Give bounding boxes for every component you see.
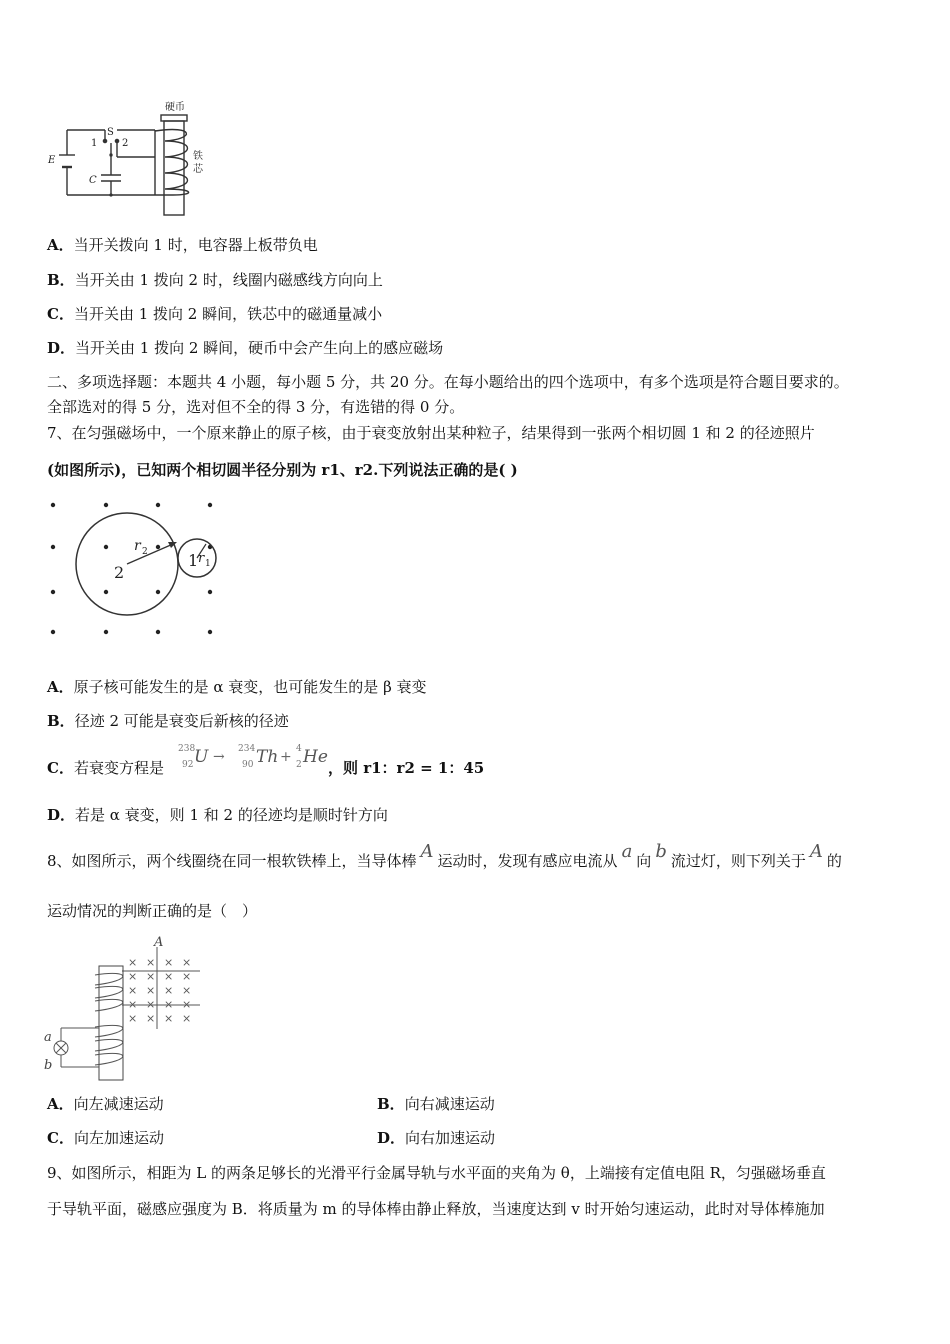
magnetic-field-crosses	[128, 956, 191, 1025]
q7-option-b: B．径迹 2 可能是衰变后新核的径迹	[47, 712, 289, 730]
circle-1-label: 1	[188, 551, 199, 570]
q7-stem-line2: (如图所示)，已知两个相切圆半径分别为 r1、r2.下列说法正确的是( )	[47, 461, 518, 479]
r2-subscript: 2	[142, 547, 148, 557]
svg-text:×: ×	[164, 956, 174, 969]
svg-text:×: ×	[128, 956, 138, 969]
q8-option-d: D．向右加速运动	[377, 1129, 496, 1147]
q8-option-b: B．向右减速运动	[377, 1095, 495, 1113]
section2-line1: 二、多项选择题：本题共 4 小题，每小题 5 分，共 20 分。在每小题给出的四个选项中，有多个选项是符合题目要求的。	[47, 373, 849, 391]
svg-text:×: ×	[182, 956, 192, 969]
svg-text:×: ×	[128, 998, 138, 1011]
svg-text:×: ×	[164, 998, 174, 1011]
capacitor-label: C	[89, 175, 97, 186]
tangent-circles-figure	[42, 492, 222, 642]
q7-option-a: A．原子核可能发生的是 α 衰变，也可能发生的是 β 衰变	[47, 678, 427, 696]
q6-option-a: A．当开关拨向 1 时，电容器上板带负电	[47, 236, 318, 254]
svg-text:×: ×	[128, 984, 138, 997]
terminal-b-label: b	[44, 1058, 53, 1073]
svg-text:×: ×	[182, 984, 192, 997]
q8-option-a: A．向左减速运动	[47, 1095, 164, 1113]
svg-text:×: ×	[128, 970, 138, 983]
q7-option-d: D．若是 α 衰变，则 1 和 2 的径迹均是顺时针方向	[47, 806, 388, 824]
svg-text:×: ×	[164, 970, 174, 983]
rod-A-label: A	[154, 935, 164, 950]
switch-pos-1: 1	[91, 138, 98, 149]
svg-text:×: ×	[146, 998, 156, 1011]
q7-stem-line1: 7、在匀强磁场中，一个原来静止的原子核，由于衰变放射出某种粒子，结果得到一张两个相切圆 1 和 2 的径迹照片	[47, 424, 815, 442]
q9-stem-line2: 于导轨平面，磁感应强度为 B．将质量为 m 的导体棒由静止释放，当速度达到 v 时开始匀速运动，此时对导体棒施加	[47, 1200, 825, 1218]
coin-label: 硬币	[165, 102, 185, 113]
q9-stem-line1: 9、如图所示，相距为 L 的两条足够长的光滑平行金属导轨与水平面的夹角为 θ，上端接有定值电阻 R，匀强磁场垂直	[47, 1164, 826, 1182]
core-label-top: 铁	[193, 151, 203, 162]
terminal-a-label: a	[44, 1030, 52, 1045]
q8-option-c: C．向左加速运动	[47, 1129, 164, 1147]
svg-text:×: ×	[128, 1012, 138, 1025]
q8-stem-line2: 运动情况的判断正确的是（ ）	[47, 902, 258, 920]
svg-text:×: ×	[164, 984, 174, 997]
core-label-bottom: 芯	[193, 164, 203, 175]
q6-option-c: C．当开关由 1 拨向 2 瞬间，铁芯中的磁通量减小	[47, 305, 383, 323]
q7-option-c: C．若衰变方程是	[47, 759, 164, 777]
r1-label: r	[198, 551, 205, 566]
nuclear-equation: 238 92 U → 234 90 Th + 4 2 He	[178, 744, 328, 770]
battery-label: E	[48, 155, 56, 166]
svg-text:×: ×	[146, 956, 156, 969]
r1-subscript: 1	[205, 559, 211, 569]
svg-text:×: ×	[182, 970, 192, 983]
svg-text:×: ×	[146, 970, 156, 983]
coil-rails-figure	[42, 933, 212, 1083]
q8-stem-line1: 8、如图所示，两个线圈绕在同一根软铁棒上，当导体棒 A 运动时，发现有感应电流从 a 向 b 流过灯，则下列关于 A 的	[47, 841, 842, 870]
q6-option-d: D．当开关由 1 拨向 2 瞬间，硬币中会产生向上的感应磁场	[47, 339, 444, 357]
svg-text:×: ×	[146, 984, 156, 997]
svg-text:×: ×	[182, 1012, 192, 1025]
r2-label: r	[134, 538, 141, 554]
switch-pos-2: 2	[122, 138, 129, 149]
circle-2-label: 2	[114, 563, 125, 582]
circuit-figure	[45, 95, 215, 220]
svg-text:×: ×	[146, 1012, 156, 1025]
section2-line2: 全部选对的得 5 分，选对但不全的得 3 分，有选错的得 0 分。	[47, 398, 465, 416]
q6-option-b: B．当开关由 1 拨向 2 时，线圈内磁感线方向向上	[47, 271, 383, 289]
q7-option-c-ratio: ，则 r1：r2 = 1：45	[328, 759, 485, 777]
switch-label: S	[107, 127, 114, 138]
svg-text:×: ×	[182, 998, 192, 1011]
svg-text:×: ×	[164, 1012, 174, 1025]
